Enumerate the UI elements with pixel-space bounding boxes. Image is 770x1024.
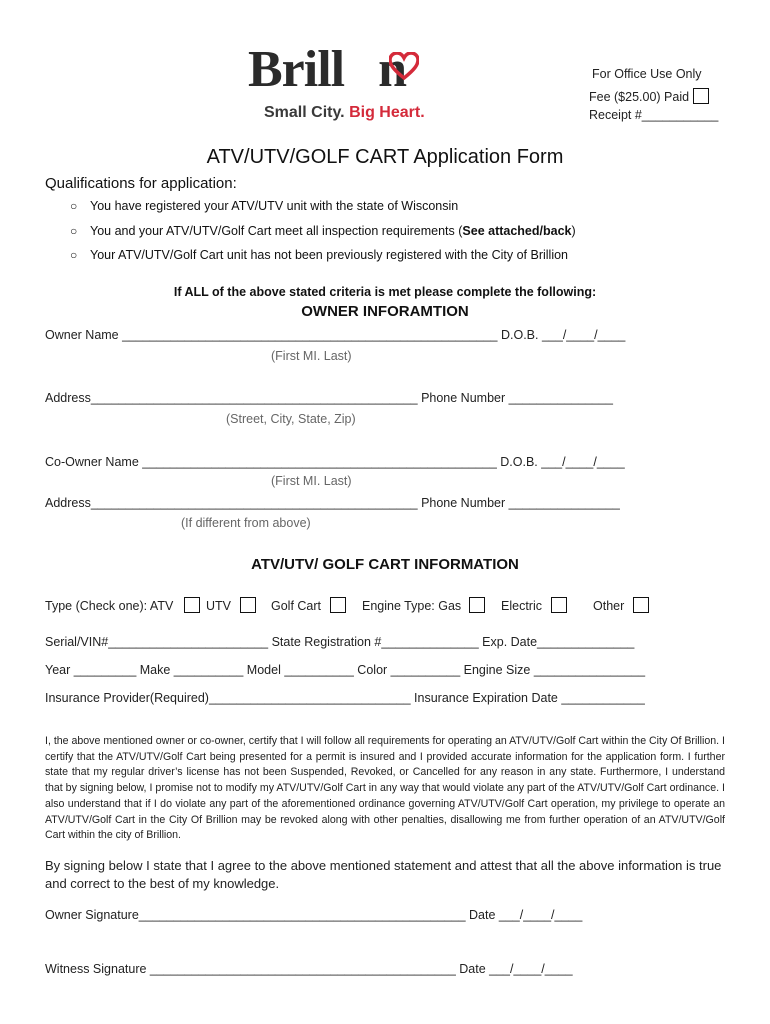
certification-paragraph: I, the above mentioned owner or co-owner, certify that I will follow all requirements for operating an ATV/UTV/Golf Cart within the City Of Brillion. I certify that the ATV/UTV/Golf Cart being presented for a permit is insured and I provided accurate information for the application form. I further state that my regular driver’s license has not been Suspended, Revoked, or Cancelled for any reason in any state. Furthermore, I understand that by signing below, I promise not to modify my ATV/UTV/Golf Cart in any way that would violate any part of the ATV/UTV/Golf Cart ordinance. I also understand that if I do violate any part of the aforementioned ordinance governing ATV/UTV/Golf Cart operation, my privilege to operate an ATV/UTV/Golf Cart in the City Of Brillion may be revoked along with other penalties, disallowing me from further operation of an ATV/UTV/Golf Cart within the city of Brillion.	[45, 735, 725, 842]
other-label: Other	[593, 599, 625, 613]
owner-name-hint: (First MI. Last)	[271, 349, 352, 363]
golf-cart-label: Golf Cart	[271, 599, 322, 613]
qualifications-heading: Qualifications for application:	[45, 175, 237, 192]
fee-paid-row	[589, 88, 709, 104]
co-owner-address-hint: (If different from above)	[181, 516, 311, 530]
co-owner-name-hint: (First MI. Last)	[271, 474, 352, 488]
tagline-part2: Big Heart.	[349, 104, 425, 121]
cart-section-heading: ATV/UTV/ GOLF CART INFORMATION	[251, 556, 519, 573]
qualification-text: You have registered your ATV/UTV unit with the state of Wisconsin	[90, 199, 459, 213]
electric-label: Electric	[501, 599, 542, 613]
agreement-statement: By signing below I state that I agree to the above mentioned statement and attest that all the above information is true and correct to the best of my knowledge.	[45, 858, 722, 891]
logo-word-right: n	[378, 41, 407, 98]
see-attached-text: See attached/back	[462, 224, 572, 238]
bullet-circle-icon: ○	[70, 224, 78, 238]
logo-word-left: Brill	[248, 41, 345, 98]
bullet-circle-icon: ○	[70, 248, 78, 262]
witness-signature-field[interactable]: Witness Signature ____________________________________________ Date ___/____/____	[45, 962, 573, 976]
owner-name-field[interactable]: Owner Name ______________________________________________________ D.O.B. ___/____/____	[45, 328, 626, 342]
utv-label: UTV	[206, 599, 231, 613]
qualification-item-3	[70, 248, 568, 262]
receipt-number-field[interactable]: Receipt #___________	[589, 108, 719, 122]
brillion-logo	[248, 41, 407, 98]
bullet-circle-icon: ○	[70, 199, 78, 213]
owner-section-heading: OWNER INFORAMTION	[301, 303, 469, 320]
other-checkbox[interactable]	[633, 597, 649, 613]
insurance-field[interactable]: Insurance Provider(Required)_____________________________ Insurance Expiration Date ____________	[45, 691, 645, 705]
heart-icon	[389, 52, 419, 80]
type-label: Type (Check one): ATV	[45, 599, 174, 613]
qualification-text-end: )	[571, 224, 576, 238]
qualification-item-1	[70, 199, 458, 213]
co-owner-name-field[interactable]: Co-Owner Name ___________________________________________________ D.O.B. ___/____/____	[45, 455, 625, 469]
co-owner-address-field[interactable]: Address_______________________________________________ Phone Number ________________	[45, 496, 620, 510]
owner-address-hint: (Street, City, State, Zip)	[226, 412, 356, 426]
qualification-item-2	[70, 224, 576, 238]
office-use-label: For Office Use Only	[592, 67, 702, 81]
qualification-text: You and your ATV/UTV/Golf Cart meet all inspection requirements (	[90, 224, 463, 238]
golf-cart-checkbox[interactable]	[330, 597, 346, 613]
year-make-model-field[interactable]: Year _________ Make __________ Model __________ Color __________ Engine Size ________________	[45, 663, 646, 677]
fee-paid-label: Fee ($25.00) Paid	[589, 90, 690, 104]
tagline-part1: Small City.	[264, 104, 350, 121]
engine-type-label: Engine Type: Gas	[362, 599, 462, 613]
atv-checkbox[interactable]	[184, 597, 200, 613]
logo-tagline	[264, 104, 425, 122]
owner-signature-field[interactable]: Owner Signature_______________________________________________ Date ___/____/____	[45, 908, 583, 922]
criteria-note: If ALL of the above stated criteria is met please complete the following:	[173, 285, 597, 299]
gas-checkbox[interactable]	[469, 597, 485, 613]
fee-paid-checkbox[interactable]	[693, 88, 709, 104]
electric-checkbox[interactable]	[551, 597, 567, 613]
page-title: ATV/UTV/GOLF CART Application Form	[206, 146, 564, 168]
qualification-text: Your ATV/UTV/Golf Cart unit has not been previously registered with the City of Brillion	[90, 248, 569, 262]
utv-checkbox[interactable]	[240, 597, 256, 613]
owner-address-field[interactable]: Address_______________________________________________ Phone Number _______________	[45, 391, 613, 405]
serial-vin-field[interactable]: Serial/VIN#_______________________ State Registration #______________ Exp. Date______________	[45, 635, 635, 649]
